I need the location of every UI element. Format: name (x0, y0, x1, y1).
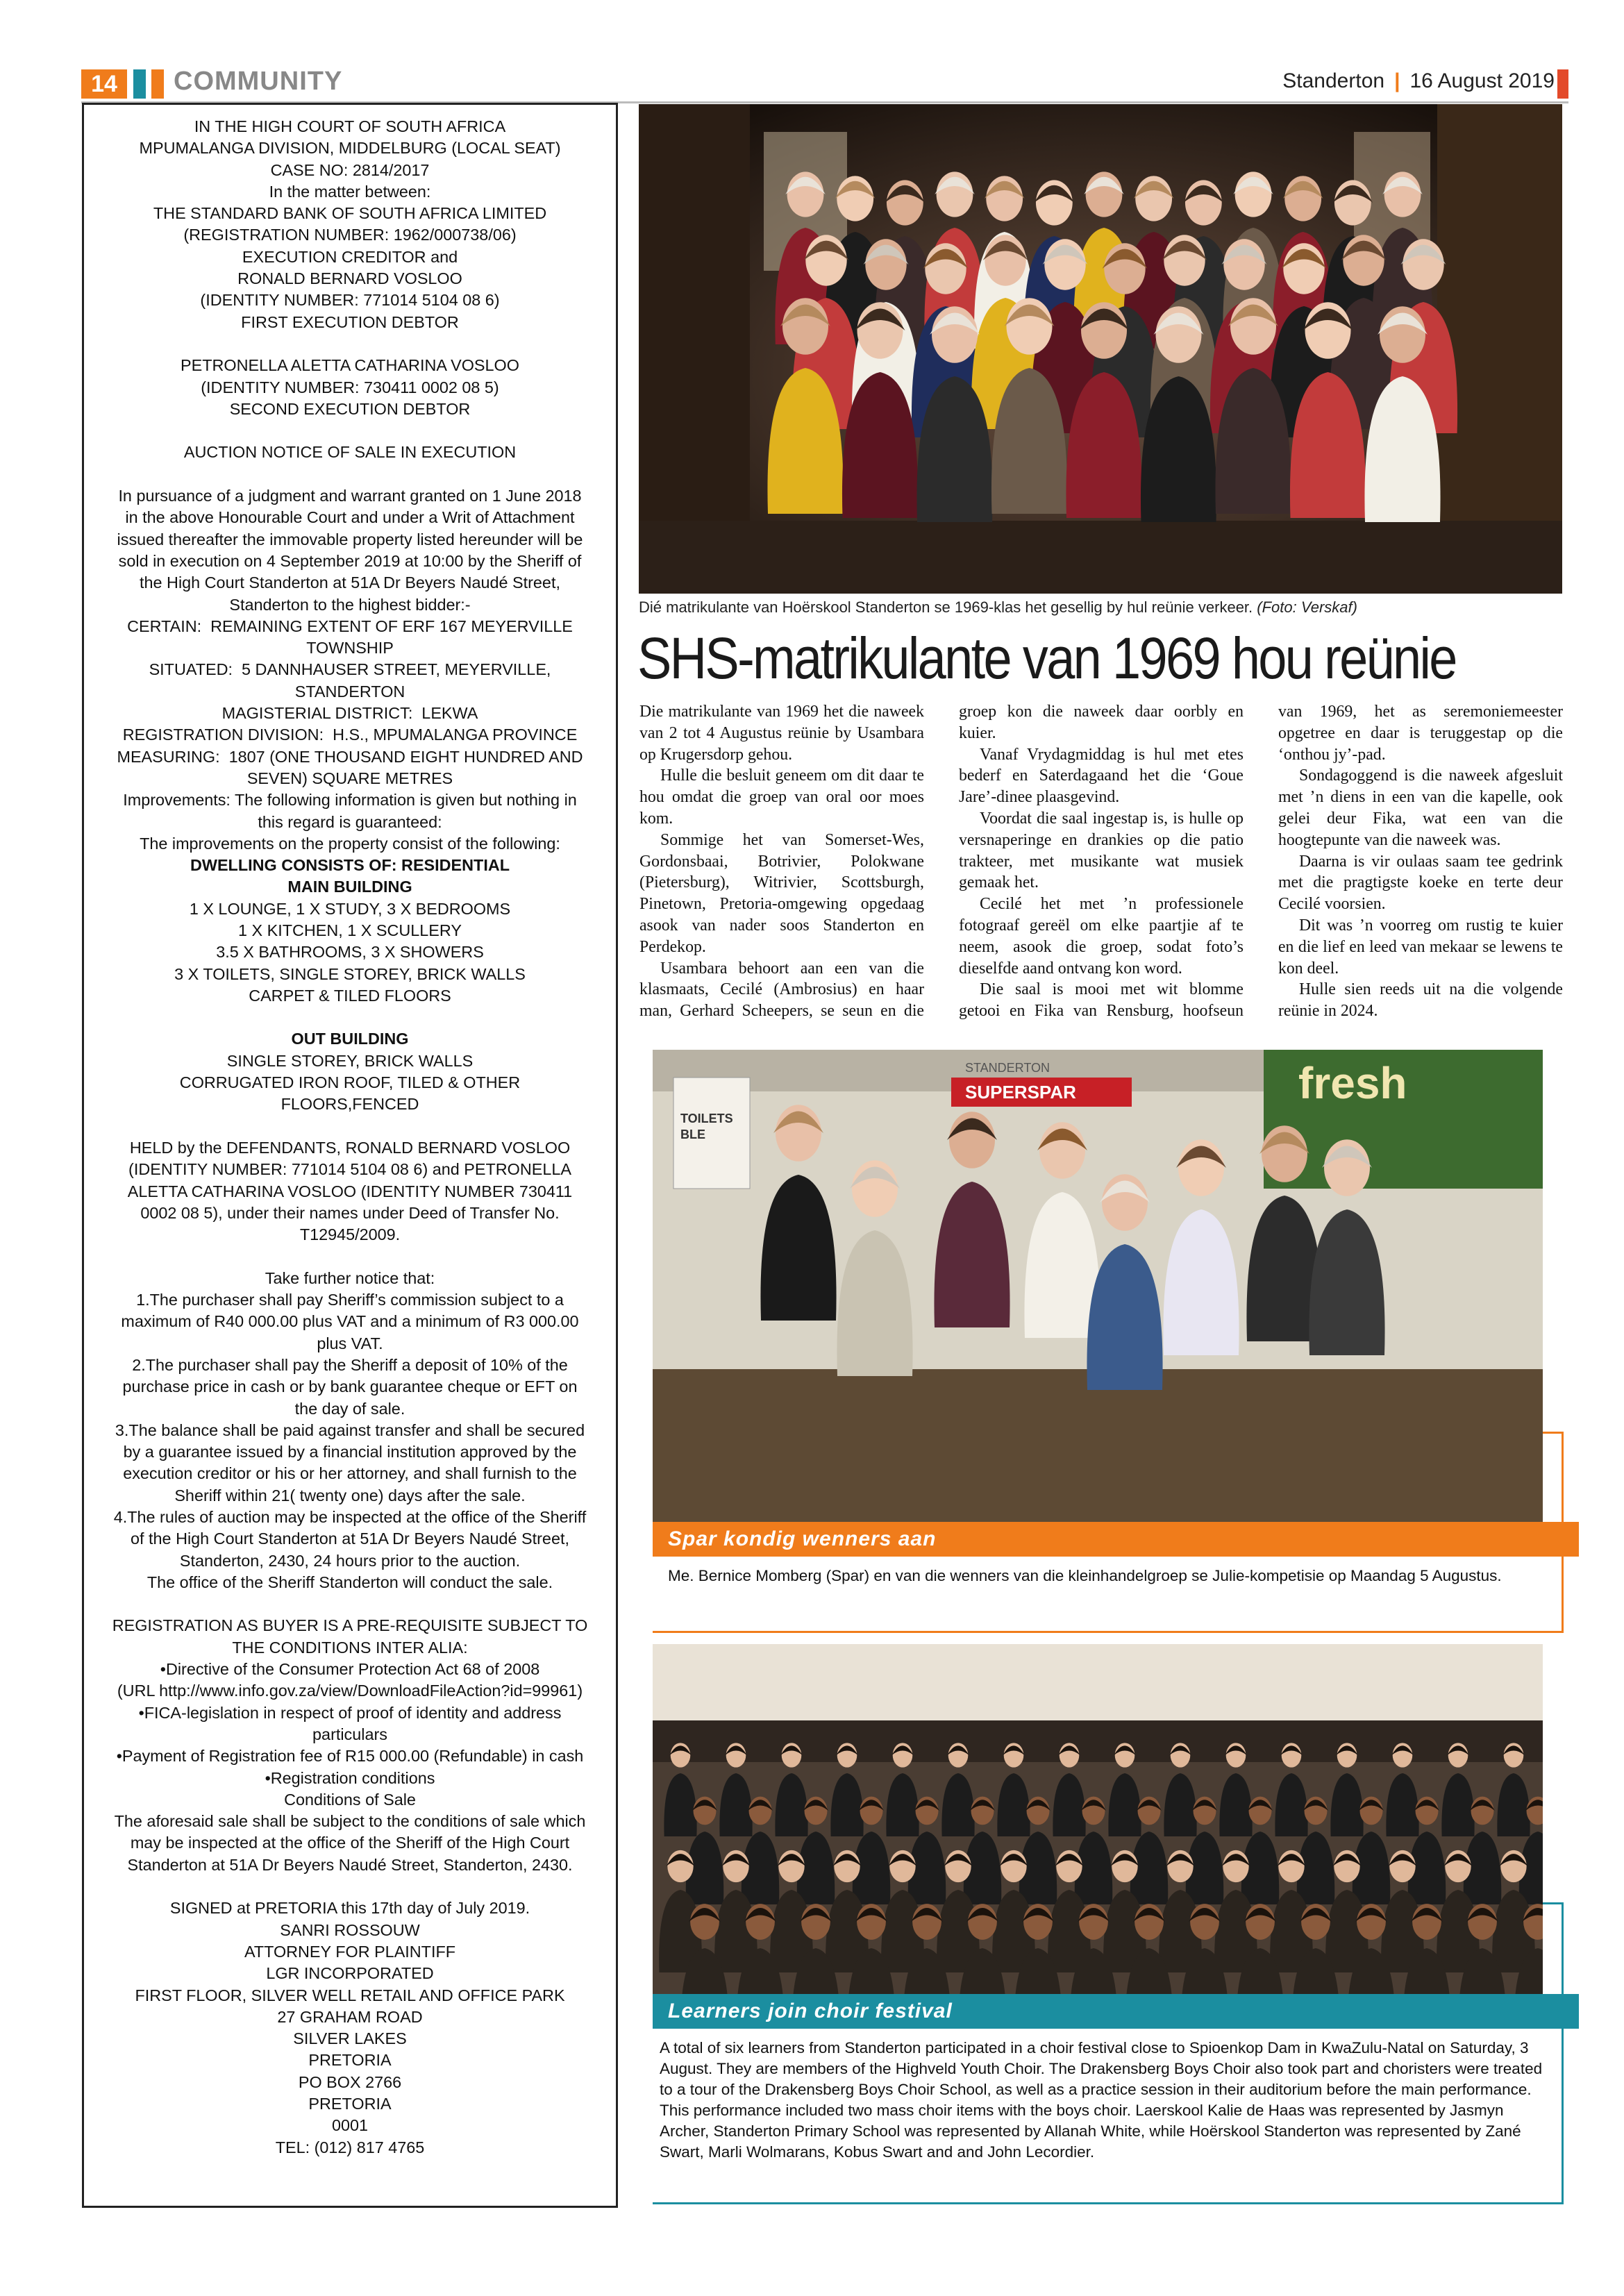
notice-line: •Directive of the Consumer Protection Act 68 of 2008 (160, 1660, 540, 1679)
notice-line: •FICA-legislation in respect of proof of identity and address (138, 1703, 562, 1722)
notice-line: THE STANDARD BANK OF SOUTH AFRICA LIMITED (153, 204, 547, 223)
notice-line: The improvements on the property consist of the following: (140, 834, 560, 853)
article-paragraph: Dit was ’n voorreg om rustig te kuier en die lief en leed van mekaar se lewens te kon deel. (1278, 916, 1563, 978)
page-number: 14 (81, 69, 127, 99)
reunion-article (639, 701, 1563, 1038)
sign-text-superspar: SUPERSPAR (965, 1082, 1076, 1103)
spar-caption: Me. Bernice Momberg (Spar) en van die wenners van die kleinhandelgroep se Julie-kompetisie op Maandag 5 Augustus. (668, 1567, 1502, 1584)
notice-line: 0002 08 5), under their names under Deed of Transfer No. (140, 1203, 560, 1222)
notice-line: 4.The rules of auction may be inspected at the office of the Sheriff (113, 1508, 587, 1526)
notice-line: TOWNSHIP (306, 639, 394, 657)
notice-line: CORRUGATED IRON ROOF, TILED & OTHER (179, 1073, 521, 1092)
notice-line: LGR INCORPORATED (266, 1964, 434, 1983)
notice-line: of the High Court Standerton at 51A Dr Beyers Naudé Street, (131, 1530, 569, 1548)
notice-line: in the above Honourable Court and under a Writ of Attachment (125, 508, 575, 527)
header-accent-teal (133, 69, 146, 99)
notice-line: (REGISTRATION NUMBER: 1962/000738/06) (183, 226, 517, 244)
notice-line: FLOORS,FENCED (281, 1095, 419, 1114)
header-accent-orange (151, 69, 164, 99)
notice-line: by a guarantee issued by a financial institution approved by the (123, 1443, 577, 1461)
notice-line: 3.The balance shall be paid against transfer and shall be secured (115, 1421, 585, 1439)
publication-name: Standerton (1282, 69, 1385, 92)
notice-line: may be inspected at the office of the Sheriff of the High Court (130, 1834, 570, 1852)
notice-line: PETRONELLA ALETTA CATHARINA VOSLOO (181, 356, 519, 375)
header-end-bar (1557, 69, 1568, 99)
notice-line: (IDENTITY NUMBER: 771014 5104 08 6) (200, 291, 500, 310)
notice-line: IN THE HIGH COURT OF SOUTH AFRICA (194, 117, 506, 135)
notice-line: (URL http://www.info.gov.za/view/DownloadFileAction?id=99961) (117, 1682, 583, 1700)
notice-line: The aforesaid sale shall be subject to the conditions of sale which (114, 1812, 586, 1831)
notice-line: EXECUTION CREDITOR and (242, 247, 458, 266)
notice-line: the day of sale. (294, 1399, 405, 1418)
notice-line (94, 464, 606, 485)
notice-line: MPUMALANGA DIVISION, MIDDELBURG (LOCAL SEAT) (139, 139, 561, 158)
notice-line: CERTAIN: REMAINING EXTENT OF ERF 167 MEYERVILLE (127, 617, 573, 635)
notice-line: 1 X LOUNGE, 1 X STUDY, 3 X BEDROOMS (189, 899, 511, 918)
notice-line: TEL: (012) 817 4765 (275, 2138, 425, 2156)
reunion-photo-credit: (Foto: Verskaf) (1257, 598, 1357, 616)
notice-line (94, 1593, 606, 1615)
issue-date: 16 August 2019 (1409, 69, 1555, 92)
article-paragraph: Die saal is mooi met wit blomme getooi en Fika van Rensburg, hoofseun van 1969, het as seremoniemeester opgetree en daar is teruggestap op die ‘onthou jy’-pad. (959, 703, 1563, 1021)
notice-line: FIRST EXECUTION DEBTOR (241, 312, 459, 331)
notice-line: MAGISTERIAL DISTRICT: LEKWA (221, 704, 478, 723)
notice-line: execution creditor or his or her attorney, and shall furnish to the (123, 1464, 577, 1483)
sign-text-standerton: STANDERTON (965, 1061, 1050, 1075)
reunion-caption (639, 598, 1562, 617)
notice-line: SITUATED: 5 DANNHAUSER STREET, MEYERVILLE, (149, 660, 551, 679)
notice-line: •Registration conditions (265, 1768, 435, 1787)
notice-line: Conditions of Sale (284, 1790, 416, 1809)
article-paragraph: Cecilé het met ’n professionele fotograaf gereël om elke paartjie af te neem, asook die groep, sodat foto’s dieselfde aand ontvang kon word. (959, 895, 1244, 978)
notice-line: In the matter between: (269, 182, 431, 201)
notice-line (94, 420, 606, 442)
notice-line (94, 1007, 606, 1028)
notice-line: CARPET & TILED FLOORS (249, 986, 451, 1005)
notice-line (94, 1876, 606, 1897)
notice-line: (IDENTITY NUMBER: 730411 0002 08 5) (201, 378, 499, 396)
sign-text-ble: BLE (680, 1128, 705, 1141)
article-paragraph: Usambara behoort aan een van die klasmaats, Cecilé (Ambrosius) en haar man, Gerhard Scheepers, se seun en die groep kon die naweek daar oorbly en kuier. (639, 703, 1244, 1021)
notice-line: sold in execution on 4 September 2019 at 10:00 by the Sheriff of (118, 551, 582, 570)
choir-photo (653, 1644, 1543, 1994)
notice-line: Sheriff within 21( twenty one) days after the sale. (174, 1486, 526, 1505)
reunion-photo (639, 104, 1562, 594)
article-paragraph: Die matrikulante van 1969 het die naweek van 2 tot 4 Augustus reünie by Usambara op Krugersdorp gehou. (639, 703, 924, 764)
notice-line: PRETORIA (308, 2051, 392, 2070)
notice-line: purchase price in cash or by bank guarantee cheque or EFT on (122, 1377, 578, 1396)
article-paragraph: Voordat die saal ingestap is, is hulle op versnaperinge en drankies op die patio trakteer, met musikante wat musiek gemaak het. (959, 809, 1244, 892)
choir-caption: A total of six learners from Standerton participated in a choir festival close to Spioenkop Dam in KwaZulu-Natal on Saturday, 3 August. They are members of the Highveld Youth Choir. The Drakensberg Boys Choir also took part and choristers were treated to a tour of the Drakensberg Boys Choir School, as well as a practice session in their auditorium before the main performance. This performance included two mass choir items with the boys choir. Laerskool Kalie de Haas was represented by Jasmyn Archer, Standerton Primary School was represented by Allanah White, while Hoërskool Standerton was represented by Zané Swart, Marli Wolmarans, Kobus Swart and and John Lecordier. (660, 2039, 1543, 2161)
notice-line: SIGNED at PRETORIA this 17th day of July 2019. (169, 1899, 530, 1918)
notice-line: 2.The purchaser shall pay the Sheriff a deposit of 10% of the (132, 1355, 568, 1374)
notice-line: 3.5 X BATHROOMS, 3 X SHOWERS (216, 943, 484, 962)
notice-line: AUCTION NOTICE OF SALE IN EXECUTION (183, 443, 517, 462)
notice-line: Standerton to the highest bidder:- (229, 595, 471, 614)
notice-line: •Payment of Registration fee of R15 000.00 (Refundable) in cash (116, 1747, 584, 1766)
page-header (0, 0, 1624, 104)
notice-line: Take further notice that: (265, 1268, 435, 1287)
notice-line: DWELLING CONSISTS OF: RESIDENTIAL (190, 856, 510, 875)
notice-line: SINGLE STOREY, BRICK WALLS (226, 1051, 474, 1070)
notice-line: REGISTRATION DIVISION: H.S., MPUMALANGA PROVINCE (122, 726, 578, 744)
notice-line: (IDENTITY NUMBER: 771014 5104 08 6) and PETRONELLA (128, 1160, 571, 1179)
notice-line: THE CONDITIONS INTER ALIA: (232, 1638, 468, 1657)
notice-line: MAIN BUILDING (287, 878, 412, 896)
notice-line: plus VAT. (317, 1334, 383, 1352)
notice-line: issued thereafter the immovable property listed hereunder will be (117, 530, 583, 548)
legal-notice (82, 103, 618, 2208)
notice-line: ATTORNEY FOR PLAINTIFF (244, 1942, 456, 1961)
notice-line (94, 333, 606, 355)
sign-text-toilets: TOILETS (680, 1112, 733, 1125)
article-paragraph: Daarna is vir oulaas saam tee gedrink met die pragtigste koeke en terte deur Cecilé voorsien. (1278, 852, 1563, 914)
notice-line: HELD by the DEFENDANTS, RONALD BERNARD VOSLOO (129, 1138, 571, 1157)
notice-line: RONALD BERNARD VOSLOO (237, 269, 462, 288)
choir-ribbon: Learners join choir festival (653, 1994, 1579, 2029)
notice-line: The office of the Sheriff Standerton will conduct the sale. (147, 1573, 553, 1591)
reunion-caption-text: Dié matrikulante van Hoërskool Standerton se 1969-klas het gesellig by hul reünie verkeer. (639, 598, 1253, 616)
notice-line: PO BOX 2766 (298, 2072, 402, 2091)
article-paragraph: Hulle die besluit geneem om dit daar te hou omdat die groep van oral oor moes kom. (639, 766, 924, 828)
notice-line: SILVER LAKES (293, 2029, 407, 2048)
notice-line: ALETTA CATHARINA VOSLOO (IDENTITY NUMBER 730411 (127, 1182, 573, 1200)
notice-line: this regard is guaranteed: (258, 812, 442, 831)
article-paragraph: Vanaf Vrydagmiddag is hul met etes bederf en Saterdagaand het die ‘Goue Jare’-dinee plaasgevind. (959, 745, 1244, 807)
notice-line: 27 GRAHAM ROAD (277, 2007, 423, 2026)
notice-line: the High Court Standerton at 51A Dr Beyers Naudé Street, (140, 573, 560, 592)
notice-line: 1.The purchaser shall pay Sheriff’s commission subject to a (136, 1291, 564, 1309)
notice-line: 0001 (331, 2116, 369, 2135)
notice-line: STANDERTON (294, 682, 405, 701)
notice-line: REGISTRATION AS BUYER IS A PRE-REQUISITE SUBJECT TO (112, 1616, 588, 1635)
notice-line: SANRI ROSSOUW (280, 1920, 420, 1939)
reunion-headline: SHS-matrikulante van 1969 hou reünie (637, 626, 1456, 691)
notice-line: Standerton at 51A Dr Beyers Naudé Street, Standerton, 2430. (127, 1855, 573, 1874)
notice-line: Improvements: The following information is given but nothing in (123, 791, 577, 810)
notice-line (94, 1116, 606, 1137)
article-paragraph: Hulle sien reeds uit na die volgende reünie in 2024. (1278, 980, 1563, 1021)
notice-line: particulars (312, 1725, 387, 1743)
dateline (1282, 69, 1555, 93)
notice-line (94, 1246, 606, 1267)
article-paragraph: Sondagoggend is die naweek afgesluit met ’n diens in een van die kapelle, ook gelei deur Fika, wat een van die hoogtepunte van die naweek was. (1278, 766, 1563, 849)
section-title: COMMUNITY (174, 67, 343, 96)
notice-line: FIRST FLOOR, SILVER WELL RETAIL AND OFFICE PARK (135, 1986, 565, 2004)
notice-line: CASE NO: 2814/2017 (270, 160, 430, 179)
sign-text-fresh: fresh (1298, 1058, 1407, 1108)
notice-line: SECOND EXECUTION DEBTOR (229, 399, 471, 418)
article-paragraph: Sommige het van Somerset-Wes, Gordonsbaai, Botrivier, Polokwane (Pietersburg), Witrivier, Scottsburgh, Pinetown, Pretoria-omgewing opgedaag asook van nader soos Standerton en Perdekop. (639, 830, 924, 956)
spar-ribbon: Spar kondig wenners aan (653, 1522, 1579, 1557)
notice-line: OUT BUILDING (291, 1030, 409, 1048)
notice-line: Standerton, 2430, 24 hours prior to the auction. (179, 1551, 521, 1570)
notice-line: PRETORIA (308, 2095, 392, 2113)
notice-line: SEVEN) SQUARE METRES (246, 769, 453, 787)
notice-line: MEASURING: 1807 (ONE THOUSAND EIGHT HUNDRED AND (117, 747, 583, 766)
dateline-separator: | (1394, 69, 1400, 92)
notice-line: In pursuance of a judgment and warrant granted on 1 June 2018 (118, 487, 582, 505)
notice-line: 3 X TOILETS, SINGLE STOREY, BRICK WALLS (174, 964, 526, 983)
notice-line: T12945/2009. (299, 1225, 401, 1244)
notice-line: maximum of R40 000.00 plus VAT and a minimum of R3 000.00 (121, 1312, 579, 1331)
notice-line: 1 X KITCHEN, 1 X SCULLERY (238, 921, 462, 939)
spar-photo (653, 1050, 1543, 1522)
